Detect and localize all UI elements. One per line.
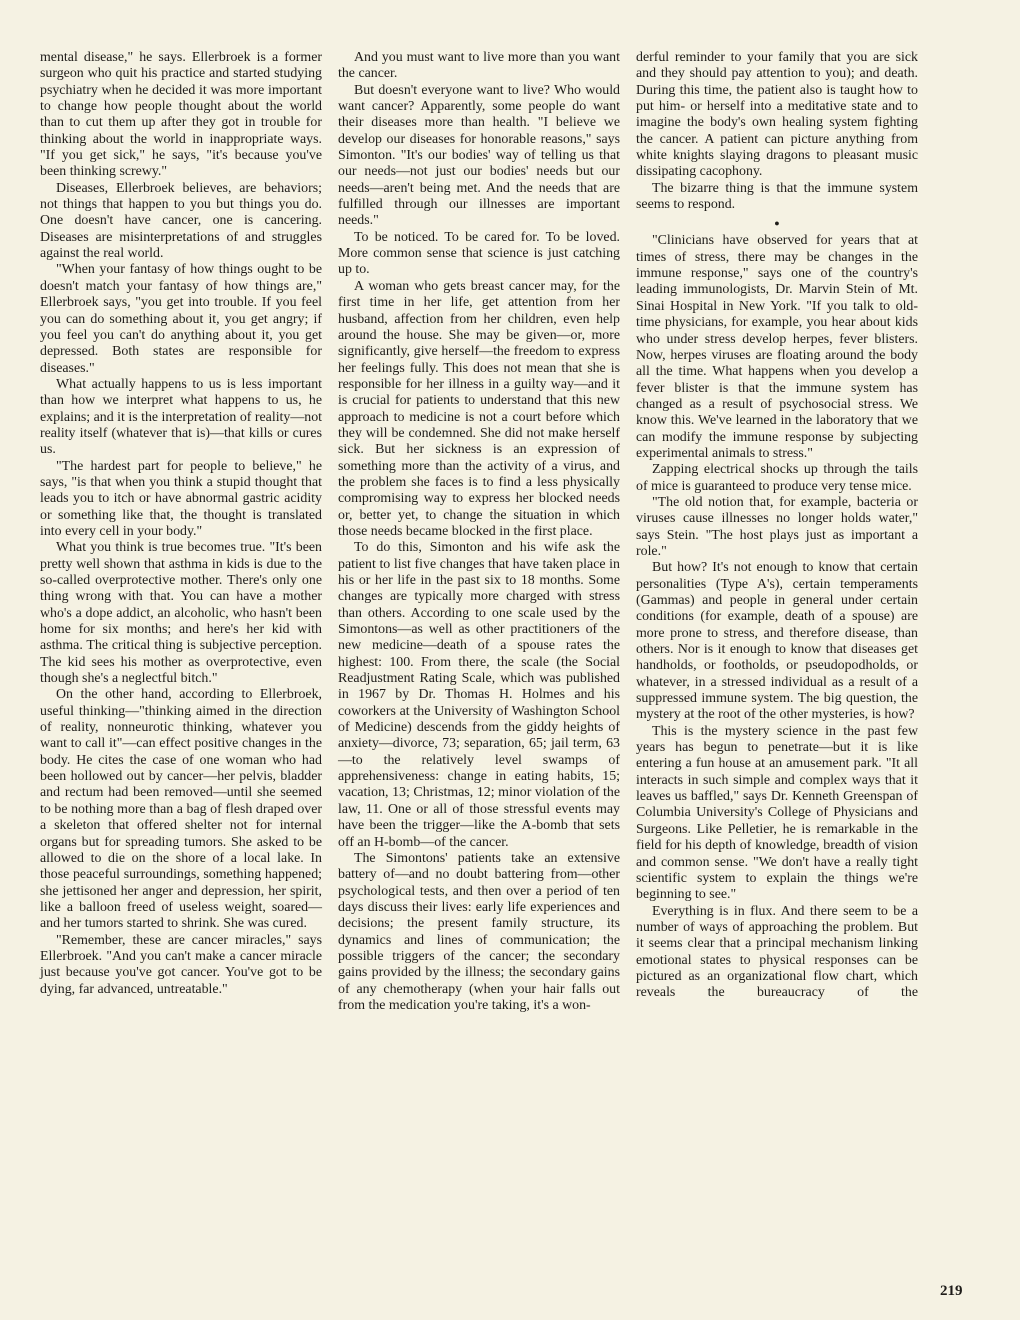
text-column-1 — [40, 50, 322, 998]
section-break-bullet: ● — [774, 218, 780, 229]
paragraph: "Clinicians have observed for years that at times of stress, there may be changes in the immune response," says one of the country's leading immunologists, Dr. Marvin Stein of Mt. Sinai Hospital in New York. "If you talk to old-time physicians, for example, you hear about kids who under stress develop herpes, fever blisters. Now, herpes viruses are floating around the body all the time. What happens when you develop a fever blister is that the immune system has changed as a result of psychosocial stress. We know this. We've learned in the laboratory that we can modify the immune response by subjecting experimental animals to stress." — [636, 233, 918, 461]
paragraph: Everything is in flux. And there seem to be a number of ways of approaching the problem. But it seems clear that a principal mechanism linking emotional states to physical responses can be pictured as an organizational flow chart, which reveals the bureaucracy of the — [636, 903, 918, 1001]
paragraph: To do this, Simonton and his wife ask the patient to list five changes that have taken place in his or her life in the past six to 18 months. Some changes are typically more charged with stress than others. According to one scale used by the Simontons—as well as other practitioners of the new medicine—death of a spouse rates the highest: 100. From there, the scale (the Social Readjustment Rating Scale, which was published in 1967 by Dr. Thomas H. Holmes and his coworkers at the University of Washington School of Medicine) descends from the giddy heights of anxiety—divorce, 73; separation, 65; jail term, 63—to the relatively level swamps of apprehensiveness: change in eating habits, 15; vacation, 13; Christmas, 12; minor violation of the law, 11. One or all of those stressful events may have been the trigger—like the A-bomb that sets off an H-bomb—of the cancer. — [338, 540, 620, 850]
paragraph: And you must want to live more than you want the cancer. — [338, 50, 620, 82]
paragraph: This is the mystery science in the past few years has begun to penetrate—but it is like entering a fun house at an amusement park. "It all interacts in such simple and complex ways that it leaves us baffled," says Dr. Kenneth Greenspan of Columbia University's College of Physicians and Surgeons. Like Pelletier, he is remarkable in the field for his depth of knowledge, breadth of vision and common sense. "We don't have a really tight scientific system to explain the things we're beginning to see." — [636, 723, 918, 903]
page-number: 219 — [940, 1283, 963, 1299]
paragraph: But doesn't everyone want to live? Who would want cancer? Apparently, some people do want their diseases more than health. "I believe we develop our diseases for honorable reasons," says Simonton. "It's our bodies' way of telling us that our needs—not just our bodies' needs but our needs—aren't being met. And the needs that are fulfilled through our illnesses are important needs." — [338, 82, 620, 229]
paragraph: A woman who gets breast cancer may, for the first time in her life, get attention from her husband, affection from her children, even help around the house. She may be given—or, more significantly, give herself—the freedom to express her feelings fully. This does not mean that she is responsible for her illness in a guilty way—and it is crucial for patients to understand that this new approach to medicine is not a court before which they will be condemned. She did not make herself sick. But her sickness is an expression of something more than the activity of a virus, and the problem she faces is to find a less physically compromising way to express her blocked needs or, better yet, to change the situation in which those needs became blocked in the first place. — [338, 278, 620, 539]
paragraph: The Simontons' patients take an extensive battery of—and no doubt battering from—other psychological tests, and then over a period of ten days discuss their lives: early life experiences and decisions; the present family structure, its dynamics and lines of communication; the possible triggers of the cancer; the secondary gains provided by the illness; the secondary gains of any chemotherapy (when your hair falls out from the medication you're taking, it's a won- — [338, 850, 620, 1013]
paragraph: Diseases, Ellerbroek believes, are behaviors; not things that happen to you but things you do. One doesn't have cancer, one is cancering. Diseases are misinterpretations of and struggles against the real world. — [40, 180, 322, 262]
text-column-2 — [338, 50, 620, 1014]
paragraph: "The hardest part for people to believe," he says, "is that when you think a stupid thought that leads you to itch or have abnormal gastric acidity or something like that, the thought is translated into every cell in your body." — [40, 458, 322, 539]
paragraph: What actually happens to us is less important than how we interpret what happens to us, he explains; and it is the interpretation of reality—not reality itself (whatever that is)—that kills or cures us. — [40, 376, 322, 458]
paragraph: mental disease," he says. Ellerbroek is a former surgeon who quit his practice and started studying psychiatry when he decided it was more important to change how people thought about the world than to cut them up after they got in trouble for thinking about the world in inappropriate ways. "If you get sick," he says, "it's because you've been thinking screwy." — [40, 50, 322, 180]
paragraph: To be noticed. To be cared for. To be loved. More common sense that science is just catching up to. — [338, 229, 620, 278]
paragraph: What you think is true becomes true. "It's been pretty well shown that asthma in kids is due to the so-called overprotective mother. There's only one thing wrong with that. You can have a mother who's a dope addict, an alcoholic, who hasn't been home for six months; and here's her kid with asthma. The critical thing is subjective perception. The kid sees his mother as overprotective, even though she's a neglectful bitch." — [40, 540, 322, 687]
paragraph: "The old notion that, for example, bacteria or viruses cause illnesses no longer holds water," says Stein. "The host plays just as important a role." — [636, 494, 918, 559]
paragraph: The bizarre thing is that the immune system seems to respond. — [636, 180, 918, 213]
paragraph: But how? It's not enough to know that certain personalities (Type A's), certain temperaments (Gammas) and people in general under certain conditions (for example, death of a spouse) are more prone to stress, and therefore disease, than others. Nor is it enough to know that diseases get handholds, or footholds, or pseudopodholds, or whatever, in a stressed individual as a result of a suppressed immune system. The big question, the mystery at the root of the other mysteries, is how? — [636, 560, 918, 723]
paragraph: Zapping electrical shocks up through the tails of mice is guaranteed to produce very tense mice. — [636, 462, 918, 494]
paragraph: "Remember, these are cancer miracles," says Ellerbroek. "And you can't make a cancer miracle just because you've got cancer. You've got to be dying, far advanced, untreatable." — [40, 932, 322, 997]
paragraph: derful reminder to your family that you are sick and they should pay attention to you); and death. During this time, the patient also is taught how to put him- or herself into a meditative state and to imagine the body's own healing system fighting the cancer. A patient can picture anything from white knights slaying dragons to pleasant music dissipating cacophony. — [636, 50, 918, 180]
paragraph: "When your fantasy of how things ought to be doesn't match your fantasy of how things are," Ellerbroek says, "you get into trouble. If you feel you can do something about it, you get angry; if you feel you can't do anything about it, you get depressed. Both states are responsible for diseases." — [40, 262, 322, 376]
text-column-3 — [636, 50, 918, 1002]
paragraph: On the other hand, according to Ellerbroek, useful thinking—"thinking aimed in the direction of reality, nonneurotic thinking, whatever you want to call it"—can effect positive changes in the body. He cites the case of one woman who had been hollowed out by cancer—her pelvis, bladder and rectum had been removed—until she seemed to be nothing more than a bag of flesh draped over a skeleton that offered shelter not for internal organs but for spreading tumors. She asked to be allowed to die on the shore of a local lake. In those peaceful surroundings, something happened; she jettisoned her anger and depression, her spirit, like a balloon freed of useless weight, soared—and her tumors started to shrink. She was cured. — [40, 687, 322, 932]
